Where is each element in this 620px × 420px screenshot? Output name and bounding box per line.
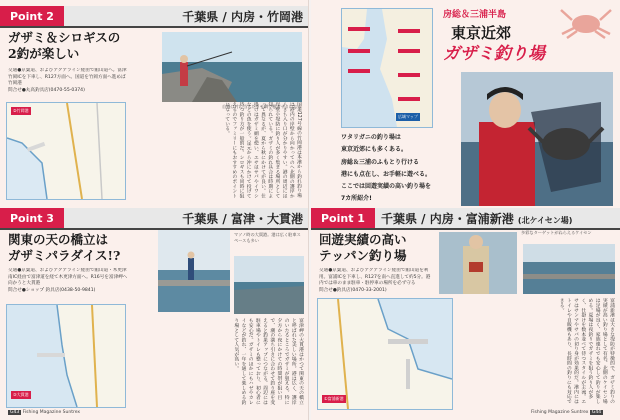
point2-photo-caption: 自慢は竹に当てたタモ網で根ガザミになる xyxy=(222,104,302,109)
wide-area-map xyxy=(341,8,433,128)
point1-map-label: ①富浦新港 xyxy=(324,396,344,401)
point2-photo xyxy=(162,32,302,102)
title-line-2: ガザミ釣り場 xyxy=(443,44,545,64)
right-footer: Fishing Magazine Suntrex G44 xyxy=(531,410,602,415)
point3-tag: Point 3 xyxy=(0,208,64,228)
left-page xyxy=(0,0,309,420)
point3-map xyxy=(6,304,126,408)
point3-photo xyxy=(158,230,230,312)
point1-column-text: 富浦新港は大きな堤防が特徴的で、ガザミ釣りの実績が高い釣り場として有名。北側のケイセン場は足場が良く、家族連れでも安心して釣りが楽しめる。夏場は夜釣りでガザミを狙う釣り人が多く、仕掛けを数本並べて待つスタイルが主流。エサはサンマやサバの切り身が効果的だ。港内にはトイレや自販機もあり、長時間の釣りにも対応できる。 xyxy=(558,298,614,404)
point3-header-bar xyxy=(0,208,309,230)
point2-title: ガザミ＆シロギスの 2釣が楽しい xyxy=(8,30,121,61)
point1-photo-caption: 多彩なターゲットがねらえるケイセン xyxy=(521,230,592,235)
point1-photo-2 xyxy=(523,244,615,294)
left-footer: G43 Fishing Magazine Suntrex xyxy=(10,410,81,415)
point1-photo xyxy=(439,232,517,294)
point2-location: 千葉県 / 内房・竹岡港 xyxy=(182,9,303,24)
point2-tag: Point 2 xyxy=(0,6,64,26)
point1-title: 回遊実績の高い テッパン釣り場 xyxy=(319,232,407,263)
kicker: 房総＆三浦半島 xyxy=(443,10,507,20)
point1-location: 千葉県 / 内房・富浦新港 (北ケイセン場) xyxy=(380,211,573,226)
point2-map xyxy=(6,102,126,200)
intro-text: ワタリガニの釣り場は 東京近郊にも多くある。 房総＆三浦のふもとり行ける 港にも点在し、お手軽に遊べる。 ここでは回遊実績の高い釣り場を 7カ所紹介! xyxy=(341,134,432,203)
point2-map-label: ②竹岡港 xyxy=(13,108,29,113)
point1-access: 交通●京葉道、およびアクアライン経由で館山道を利用。富浦ICを下車し、R127を南へ直進して約5分。港内では車のまま駐車・駐停車の場所を必ず守る 問合せ●釣具店(0470-33-2001) xyxy=(319,268,431,293)
point3-location: 千葉県 / 富津・大貫港 xyxy=(182,211,303,226)
right-page xyxy=(311,0,620,420)
point3-access: 交通●京葉道、およびアクアライン経由で館山道・木更津南IC経由で富津道を経て木更津方面へ。R16号を富津岬へ向かうと大貫港 問合せ●ショップ 釣具店(0438-50-9841) xyxy=(8,268,128,293)
hero-photo xyxy=(461,72,613,206)
point1-header-bar xyxy=(311,208,620,230)
point3-map-label: ③大貫港 xyxy=(13,392,29,397)
point1-map xyxy=(317,298,453,410)
title-line-1: 東京近郊 xyxy=(451,24,512,42)
point2-header-bar xyxy=(0,6,309,28)
point2-access: 交通●京葉道、およびアクアライン経由で館山道へ。富津竹岡ICを下車し、R127方面へ。国道を竹岡方面へ進めば竹岡港 問合せ●丸高釣具店(0470-55-0374) xyxy=(8,68,127,93)
point3-photo-caption: マソノ時の大貫港。港は広く駐車スペースも多い xyxy=(234,232,301,243)
point1-tag: Point 1 xyxy=(311,208,375,228)
point3-photo-2 xyxy=(234,256,304,314)
wide-map-label: 広域マップ xyxy=(398,114,418,119)
crab-icon xyxy=(557,4,615,40)
point3-title: 関東の天の橋立は ガザミパラダイス!? xyxy=(8,232,121,263)
point2-column-text: 国道127号線の竹岡港は本港から釣れ釣り場は港内の岸壁から向かってのへ北側の護岸からきち入り口が分かりやすい。港の周辺には岸壁や堤防に釣り人が多く集まる場所として知られている。ガザミの釣れ具合は時期によって異なるが、夏から秋にかけてが良い。仕掛けはガザミ網を使い、エサはサバやイワシなどの魚を使う。足元から沖にかけて投げて待つ釣り方が一般的だ。シロギスも同時に狙えるのでファミリーにもおすすめのポイントになっている。 xyxy=(224,102,301,198)
point3-column-text: 富津岬の大貫港はかつて関東の天の橋立と呼ばれた美しい場所。港は広く、護岸のいたるところでガザミが狙える。特に夕方から夜にかけての時間帯が狙い目で、潮の満ち引きに合わせて釣り座を変えると釣果アップにつながる。周辺には駐車場やトイレも整っており、初心者にも安心だ。ガザミのほかにもハゼやカレイなどが釣れ、一年を通して楽しめる釣り場として人気が高い。 xyxy=(233,318,303,405)
